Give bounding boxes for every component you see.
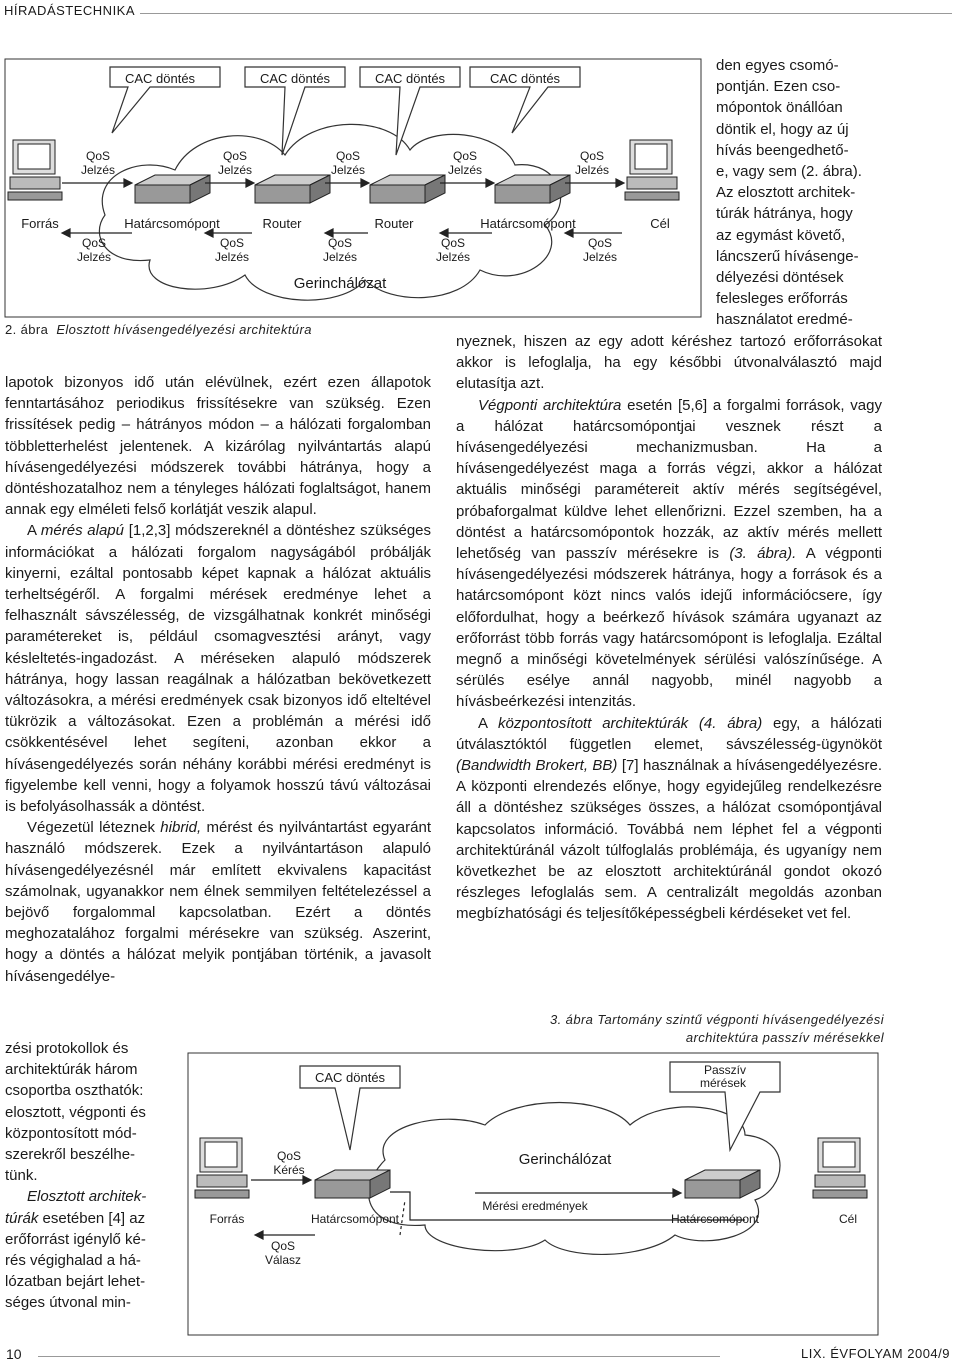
right-paragraph-3	[456, 713, 882, 925]
qos-up-5: QoS	[579, 149, 605, 163]
qos-down-2: QoS	[219, 236, 245, 250]
router-icon-1	[255, 175, 330, 203]
rt-line: délyezési döntések	[716, 269, 844, 287]
qos-down-1: QoS	[81, 236, 107, 250]
border-router-icon-1	[135, 175, 210, 203]
cac-label-1: CAC döntés	[124, 71, 196, 86]
left-p3a: Végezetül léteznek	[27, 819, 161, 837]
right-p2-text: esetén [5,6] a forgalmi források, vagy a hálózat határcsomópontjai vesznek részt a hívásengedélyezési mechanizmusban. Ha a hívásengedélyezést maga a forrás végzi, akkor a hálózat aktuális minőségi paramétereit aktív mérés segítségével, próbaforgalmat küldve lehet ellenőrizni. Ezzel szemben, ha a döntést a határcsomópontok hozzák, az aktív mérés mellett lehetőség van passzív mérésekre is	[456, 396, 882, 563]
issue-label: LIX. ÉVFOLYAM 2004/9	[801, 1346, 950, 1361]
left-p3b: mérést és nyilvántartást egyaránt használó módszerek. Ezek a nyilvántartáson alapuló hívásengedélyezésnél már említett ekvivalens kapacitást számolnak, ugyanakkor nem élnek semmilyen feltételezéssel a bejövő forgalommal kapcsolatban. Ezért a döntés meghozatalához forgalmi mérésekre van szükség. Aszerint, hogy a döntés a hálózat melyik pontjában történik, a javasolt hívásengedélye-	[5, 819, 431, 985]
lb-line: séges útvonal min-	[5, 1294, 131, 1312]
left-paragraph-2	[5, 520, 431, 817]
lb-line: csoportba oszthatók:	[5, 1082, 144, 1100]
rt-line: e, vagy sem (2. ábra).	[716, 163, 862, 181]
rt-line: hívás beengedhető-	[716, 141, 849, 159]
left-bottom-column	[5, 1038, 169, 1314]
figure-3-caption-l2: architektúra passzív mérésekkel	[685, 1030, 884, 1045]
node-router-2: Router	[374, 216, 414, 231]
right-p3b: egy, a hálózati útválasztóktól független elemet, sávszélesség-ügynököt	[456, 714, 882, 753]
node-hatarcsomopont-1: Határcsomópont	[124, 216, 220, 231]
left-p2b: [1,2,3] módszereknél a döntéshez szükséges információkat a hálózati forgalom nagyságából próbálják kinyerni, ezáltal pontosabb képet kapnak a hálózat aktuális terheltségéről. A forgalmi mérések eredménye lehet a felhasznált sávszélesség, de vizsgálhatnak konkrét minőségi paramétereket is, például csomagvesztési arányt, vagy késleltetés-ingadozást. A méréseken alapuló módszerek hátránya, hogy lassan reagálnak a hálózatban bekövetkezett változásokra, a mérési eredmények csak bizonyos idő elteltével tükrözik a változásokat. Ezen a problémán a mérési idő csökkentésével lehet segíteni, azonban ekkor a hívásengedélyezés során néhány korábbi mérési eredményt is figyelembe kell venni, hogy a folyamok hosszú távú változásai is befolyásolhassák a döntést.	[5, 522, 432, 816]
right-top-column	[716, 55, 882, 331]
fig3-source-computer-icon	[195, 1138, 249, 1198]
fig3-node-hatarcsomopont-2: Határcsomópont	[670, 1212, 760, 1226]
jelzes-up-1: Jelzés	[80, 163, 116, 177]
term-bb: (Bandwidth Brokert, BB)	[456, 757, 618, 775]
figure-2-caption	[5, 322, 312, 337]
destination-computer-icon	[625, 140, 679, 200]
rt-line: döntik el, hogy az új	[716, 120, 849, 138]
lb-line: architektúrák három	[5, 1061, 138, 1079]
qos-up-4: QoS	[452, 149, 478, 163]
lb-line: rés végighalad a há-	[5, 1252, 141, 1270]
rt-line: den egyes csomó-	[716, 57, 839, 74]
figure-2	[0, 55, 705, 325]
lb-l2: esetében [4] az	[38, 1209, 146, 1227]
jelzes-down-3: Jelzés	[322, 250, 358, 264]
node-hatarcsomopont-2: Határcsomópont	[480, 216, 576, 231]
term-vegponti: Végponti architektúra	[478, 396, 622, 414]
rt-line: felesleges erőforrás	[716, 290, 848, 308]
figure-3	[185, 1050, 885, 1340]
page-number: 10	[6, 1346, 22, 1362]
term-turak: túrák	[5, 1209, 39, 1227]
lb-line	[5, 1208, 169, 1229]
border-router-icon-2	[495, 175, 570, 203]
lb-line: központosított mód-	[5, 1124, 137, 1142]
right-p2b-text: A végponti hívásengedélyezési módszerek hátránya, hogy a források és a határcsomópont közt nincs valós idejű információcsere, így előfordulhat, hogy a beérkező hívások számára ugyanazt az erőforrást több forrás vagy határcsomópont is lefoglalja. Ezáltal megnő a minőségi követelmények sérülési valószínűsége. A sérülés esélye annál nagyobb, minél nagyobb a hívásbeérkezési intenzitás.	[456, 545, 882, 711]
node-router-1: Router	[262, 216, 302, 231]
fig3-cac-label: CAC döntés	[314, 1070, 386, 1085]
fig3-valasz: Válasz	[264, 1253, 302, 1267]
cac-label-4: CAC döntés	[489, 71, 561, 86]
figure-3-caption	[470, 1011, 884, 1047]
fig3-keres: Kérés	[273, 1163, 305, 1177]
rt-line: használatot eredmé-	[716, 311, 853, 329]
term-kozpontositott: központosított architektúrák (4. ábra)	[498, 714, 763, 732]
lb-line: erőforrást igénylő ké-	[5, 1230, 146, 1248]
fig3-measure-results: Mérési eredmények	[482, 1199, 588, 1213]
fig3-qos-valasz: QoS	[270, 1239, 296, 1253]
node-cel: Cél	[650, 216, 670, 231]
lb-em-line	[5, 1186, 169, 1207]
fig2-cloud-label: Gerinchálózat	[293, 275, 387, 292]
jelzes-up-2: Jelzés	[217, 163, 253, 177]
right-p3c: [7] használnak a hívásengedélyezésre. A központi elrendezés előnye, hogy egyidejűleg rendelkezésre áll a döntéshez szükséges összes, a hálózat csomópontjával kapcsolatos információ. Továbbá nem léphet fel a végponti architektúránál vázolt túlfoglalás problémája, és ugyanígy nem következhet be az elosztott architektúránál gondot okozó részleges lefoglalás sem. A centralizált megoldás azonban megbízhatósági és teljesítőképességbeli kérdéseket vet fel.	[456, 757, 882, 923]
backbone-cloud	[99, 124, 560, 300]
lb-line: zési protokollok és	[5, 1040, 129, 1057]
rt-line: pontján. Ezen cso-	[716, 78, 841, 96]
lb-line: elosztott, végponti és	[5, 1103, 146, 1121]
left-paragraph-3	[5, 817, 431, 987]
source-computer-icon	[8, 140, 62, 200]
lb-line: szerekről beszélhe-	[5, 1146, 136, 1164]
left-paragraph-1: lapotok bizonyos idő után elévülnek, ezért ezen állapotok fenntartásához periodikus frissítésekre van szükség. Ezen frissítések pedig – hátrányos módon – a hálózati forgalomban többletterhelést jelentenek. A kizárólag nyilvántartás alapú hívásengedélyezési módszerek további hátránya, hogy a döntéshozatalhoz nem a tényleges hálózati foglaltságot, hanem annak egy elméleti felső korlátját veszik alapul.	[5, 374, 431, 519]
right-column	[456, 331, 882, 925]
jelzes-up-5: Jelzés	[574, 163, 610, 177]
term-meres-alapu: mérés alapú	[40, 522, 124, 540]
cac-label-2: CAC döntés	[259, 71, 331, 86]
qos-up-2: QoS	[222, 149, 248, 163]
right-paragraph-1: nyeznek, hiszen az egy adott kéréshez tartozó erőforrásokat akkor is lefoglalja, ha egy későbbi útvonalválasztó majd elutasítja azt.	[456, 333, 882, 393]
left-p2a: A	[27, 522, 41, 540]
cac-label-3: CAC döntés	[374, 71, 446, 86]
qos-up-3: QoS	[335, 149, 361, 163]
rt-line: láncszerű hívásenge-	[716, 247, 859, 265]
fig3-border-router-icon-2	[685, 1170, 760, 1198]
right-p3a: A	[478, 714, 498, 732]
qos-up-1: QoS	[85, 149, 111, 163]
fig3-node-cel: Cél	[838, 1212, 858, 1226]
lb-line: lózatban bejárt lehet-	[5, 1273, 146, 1291]
figure-2-caption-num: 2. ábra	[5, 322, 49, 337]
qos-down-4: QoS	[440, 236, 466, 250]
jelzes-down-1: Jelzés	[76, 250, 112, 264]
journal-header: HÍRADÁSTECHNIKA	[4, 3, 136, 18]
figure-2-caption-text: Elosztott hívásengedélyezési architektúra	[56, 322, 312, 337]
left-column	[5, 372, 431, 987]
jelzes-up-3: Jelzés	[330, 163, 366, 177]
qos-down-5: QoS	[587, 236, 613, 250]
figure-3-caption-l1: 3. ábra Tartomány szintű végponti hívásengedélyezési	[550, 1012, 884, 1027]
ref-fig3: (3. ábra).	[729, 545, 797, 563]
fig3-node-forras: Forrás	[209, 1212, 245, 1226]
term-elosztott: Elosztott architek-	[27, 1188, 147, 1206]
term-hibrid: hibrid,	[160, 819, 202, 837]
router-icon-2	[370, 175, 445, 203]
fig3-cloud-label: Gerinchálózat	[518, 1151, 612, 1168]
fig3-passive-l2: mérések	[699, 1076, 747, 1090]
fig3-passive-l1: Passzív	[703, 1063, 747, 1077]
rt-line: mópontok önállóan	[716, 99, 843, 117]
fig3-border-router-icon-1	[315, 1170, 390, 1198]
rt-line: túrák hátránya, hogy	[716, 205, 853, 223]
jelzes-down-2: Jelzés	[214, 250, 250, 264]
fig3-destination-computer-icon	[813, 1138, 867, 1198]
jelzes-down-4: Jelzés	[435, 250, 471, 264]
node-forras: Forrás	[21, 216, 59, 231]
jelzes-down-5: Jelzés	[582, 250, 618, 264]
fig3-node-hatarcsomopont-1: Határcsomópont	[310, 1212, 400, 1226]
lb-line: tünk.	[5, 1167, 38, 1185]
rt-line: az egymást követő,	[716, 226, 846, 244]
right-paragraph-2	[456, 395, 882, 713]
header-rule	[140, 13, 952, 14]
rt-line: Az elosztott architek-	[716, 184, 856, 202]
jelzes-up-4: Jelzés	[447, 163, 483, 177]
footer-rule	[38, 1356, 720, 1357]
qos-down-3: QoS	[327, 236, 353, 250]
fig3-qos-keres: QoS	[276, 1149, 302, 1163]
